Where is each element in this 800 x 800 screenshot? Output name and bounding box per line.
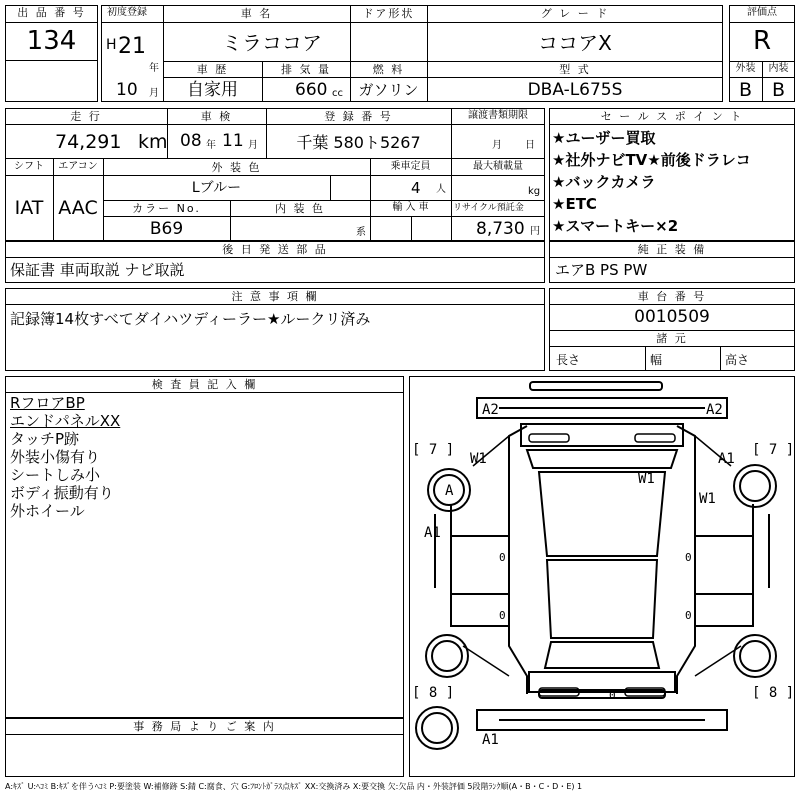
selling-point: ★ユーザー買取: [552, 129, 656, 147]
damage-mark: A2: [482, 402, 499, 418]
damage-mark: 0: [499, 551, 506, 564]
interior-score-label: 内装: [768, 63, 789, 74]
inspector-line: 外装小傷有り: [10, 448, 101, 466]
inspector-line: 外ホイール: [10, 502, 85, 520]
damage-mark: A1: [718, 451, 735, 467]
selling-point: ★ETC: [552, 195, 597, 213]
capacity-value: 4: [411, 179, 421, 197]
ext-color-label: 外 装 色: [211, 161, 262, 174]
car-name-label: 車 名: [240, 7, 273, 20]
inspector-label: 検 査 員 記 入 欄: [151, 378, 258, 391]
inspection-month-unit: 月: [248, 140, 258, 151]
lot-no-value: 134: [26, 26, 77, 56]
transfer-month-unit: 月: [492, 140, 502, 151]
first-reg-month-unit: 月: [149, 88, 159, 99]
recycle-fee-value: 8,730: [476, 219, 525, 239]
bracket-label: [ 8 ]: [412, 685, 455, 701]
damage-mark: A2: [706, 402, 723, 418]
transfer-day-unit: 日: [525, 140, 535, 151]
int-color-label: 内 装 色: [275, 202, 325, 215]
selling-point: ★スマートキー×2: [552, 217, 679, 235]
dims-height: 高さ: [725, 353, 750, 367]
history-value: 自家用: [187, 80, 238, 100]
bracket-label: [ 8 ]: [752, 685, 795, 701]
later-parts-label: 後 日 発 送 部 品: [222, 243, 328, 256]
displacement-label: 排 気 量: [281, 63, 331, 76]
aircon-value: AAC: [58, 197, 98, 219]
dims-length: 長さ: [556, 353, 581, 367]
history-label: 車 歴: [196, 63, 229, 76]
selling-point: ★社外ナビTV★前後ドラレコ: [552, 151, 751, 169]
recycle-fee-label: リサイクル預託金: [453, 203, 524, 213]
inspection-year-unit: 年: [206, 140, 216, 151]
max-load-label: 最大積載量: [473, 161, 523, 172]
grade-label: グ レ ー ド: [540, 7, 610, 20]
mileage-unit: km: [138, 131, 168, 153]
import-car-label: 輸 入 車: [392, 202, 429, 213]
interior-score-value: B: [771, 79, 786, 101]
inspector-line: エンドパネルXX: [10, 412, 121, 430]
inspector-line: RフロアBP: [10, 394, 85, 412]
chassis-label: 車 台 番 号: [637, 290, 707, 303]
inspection-month: 11: [222, 131, 244, 151]
damage-mark: 0: [685, 609, 692, 622]
color-no-value: B69: [149, 219, 184, 239]
chassis-value: 0010509: [634, 307, 710, 327]
lot-no-label: 出 品 番 号: [17, 6, 86, 19]
plate-label: 登 録 番 号: [324, 110, 393, 123]
office-label: 事 務 局 よ り ご 案 内: [133, 720, 276, 733]
inspector-line: ボディ振動有り: [10, 484, 114, 502]
max-load-unit: kg: [528, 186, 541, 197]
color-no-label: カラー No.: [132, 202, 201, 215]
bracket-label: [ 7 ]: [752, 442, 795, 458]
capacity-unit: 人: [436, 184, 446, 195]
first-reg-month: 10: [116, 80, 138, 100]
notes-value: 記録簿14枚すべてダイハツディーラー★ルークリ済み: [10, 310, 371, 328]
transfer-deadline-label: 譲渡書類期限: [468, 110, 528, 121]
capacity-label: 乗車定員: [390, 161, 431, 172]
shift-label: シフト: [14, 161, 44, 172]
genuine-equipment-value: エアB PS PW: [555, 261, 648, 279]
plate-value: 千葉 580ト5267: [296, 133, 421, 152]
aircon-label: エアコン: [58, 161, 98, 172]
dims-width: 幅: [650, 353, 663, 367]
car-name-value: ミラココア: [222, 31, 322, 55]
damage-mark: 0: [609, 689, 616, 702]
model-value: DBA-L675S: [527, 80, 623, 100]
dims-label: 諸 元: [656, 332, 688, 345]
fuel-label: 燃 料: [372, 63, 405, 76]
car-diagram: [409, 376, 795, 777]
legend: A:ｷｽﾞ U:ﾍｺﾐ B:ｷｽﾞを伴うﾍｺﾐ P:要塗装 W:補修跡 S:錆 C:腐食、穴 G:ﾌﾛﾝﾄｶﾞﾗｽ点ｷｽﾞ XX:交換済み X:要交換 欠:欠品 内・外装評価 5段階ﾗﾝｸ順(A・B・C・D・E) 1: [5, 782, 583, 791]
first-reg-year: 21: [118, 34, 146, 59]
damage-mark: W1: [699, 491, 716, 507]
damage-mark: W1: [638, 471, 655, 487]
model-label: 型 式: [559, 63, 591, 76]
inspection-label: 車 検: [200, 110, 233, 123]
later-parts-value: 保証書 車両取説 ナビ取説: [10, 261, 185, 279]
inspector-line: タッチP跡: [10, 430, 80, 448]
first-reg-label: 初度登録: [107, 7, 147, 18]
int-color-unit: 系: [356, 227, 366, 238]
exterior-score-value: B: [738, 79, 753, 101]
genuine-equipment-label: 純 正 装 備: [637, 243, 707, 256]
selling-points-label: セ ー ル ス ポ イ ン ト: [600, 110, 744, 123]
damage-mark: A: [445, 483, 454, 499]
recycle-fee-unit: 円: [530, 226, 540, 237]
score-value: R: [752, 26, 772, 56]
mileage-label: 走 行: [70, 110, 102, 123]
shift-value: IAT: [14, 197, 44, 219]
damage-mark: W1: [470, 451, 487, 467]
door-label: ドア形状: [362, 7, 415, 20]
damage-mark: 0: [685, 551, 692, 564]
selling-point: ★バックカメラ: [552, 173, 656, 191]
inspection-year: 08: [180, 131, 202, 151]
displacement-value: 660: [295, 80, 328, 100]
mileage-value: 74,291: [55, 131, 122, 153]
notes-label: 注 意 事 項 欄: [231, 290, 319, 303]
ext-color-value: Lブルー: [191, 180, 242, 196]
inspector-line: シートしみ小: [10, 466, 101, 484]
first-reg-era: H: [106, 37, 117, 53]
first-reg-year-unit: 年: [149, 63, 159, 74]
score-label: 評価点: [747, 7, 777, 18]
grade-value: ココアX: [538, 31, 612, 55]
exterior-score-label: 外装: [735, 63, 756, 74]
damage-mark: A1: [424, 525, 441, 541]
fuel-value: ガソリン: [358, 81, 419, 99]
damage-mark: 0: [499, 609, 506, 622]
bracket-label: [ 7 ]: [412, 442, 455, 458]
damage-mark: A1: [482, 732, 499, 748]
displacement-unit: cc: [332, 88, 343, 99]
